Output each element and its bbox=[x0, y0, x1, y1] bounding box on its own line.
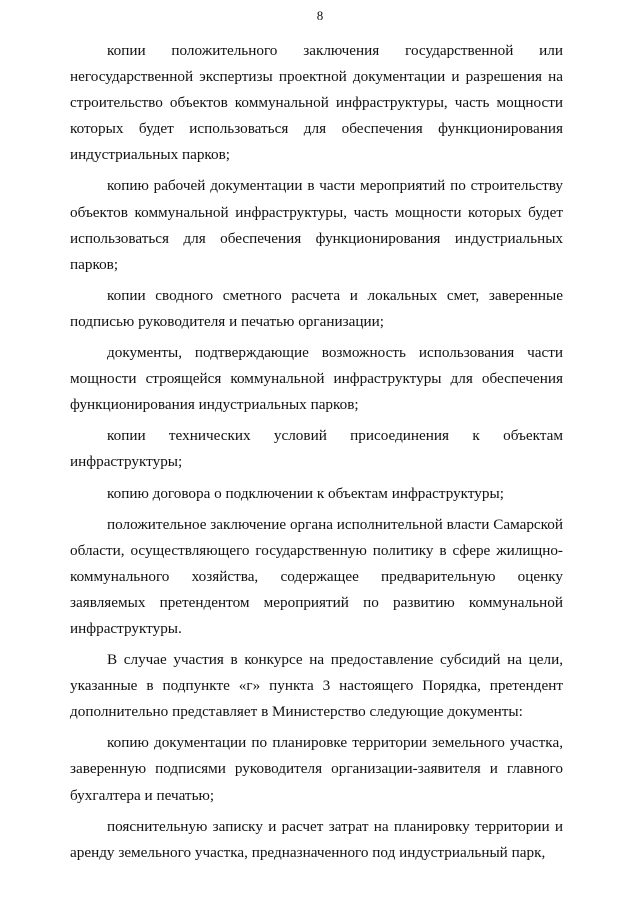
paragraph-estimate-copies: копии сводного сметного расчета и локальных смет, заверенные подписью руководителя и печатью организации; bbox=[70, 286, 563, 330]
page-number: 8 bbox=[316, 8, 324, 23]
document-body bbox=[70, 38, 563, 866]
paragraph-expertise-copies: копии положительного заключения государственной или негосударственной экспертизы проектной документации и разрешения на строительство объектов коммунальной инфраструктуры, часть мощности которых будет использоваться для обеспечения функционирования индустриальных парков; bbox=[70, 42, 563, 164]
paragraph-connection-agreement: копию договора о подключении к объектам инфраструктуры; bbox=[107, 484, 504, 502]
paragraph-explanatory-note: пояснительную записку и расчет затрат на планировку территории и аренду земельного участка, предназначенного под индустриальный парк, bbox=[70, 817, 563, 861]
paragraph-technical-conditions: копии технических условий присоединения к объектам инфраструктуры; bbox=[70, 427, 563, 471]
paragraph-working-documentation: копию рабочей документации в части мероприятий по строительству объектов коммунальной инфраструктуры, часть мощности которых будет использоваться для обеспечения функционирования индустриальных парков; bbox=[70, 177, 563, 273]
paragraph-additional-documents: В случае участия в конкурсе на предоставление субсидий на цели, указанные в подпункте «г» пункта 3 настоящего Порядка, претендент дополнительно представляет в Министерство следующие документы: bbox=[70, 651, 563, 721]
paragraph-positive-conclusion: положительное заключение органа исполнительной власти Самарской области, осуществляющего государственную политику в сфере жилищно-коммунального хозяйства, содержащее предварительную оценку заявляемых претендентом мероприятий по развитию коммунальной инфраструктуры. bbox=[70, 515, 563, 637]
paragraph-planning-documentation: копию документации по планировке территории земельного участка, заверенную подписями руководителя организации-заявителя и главного бухгалтера и печатью; bbox=[70, 734, 563, 804]
paragraph-capacity-documents: документы, подтверждающие возможность использования части мощности строящейся коммунальной инфраструктуры для обеспечения функционирования индустриальных парков; bbox=[70, 344, 563, 414]
